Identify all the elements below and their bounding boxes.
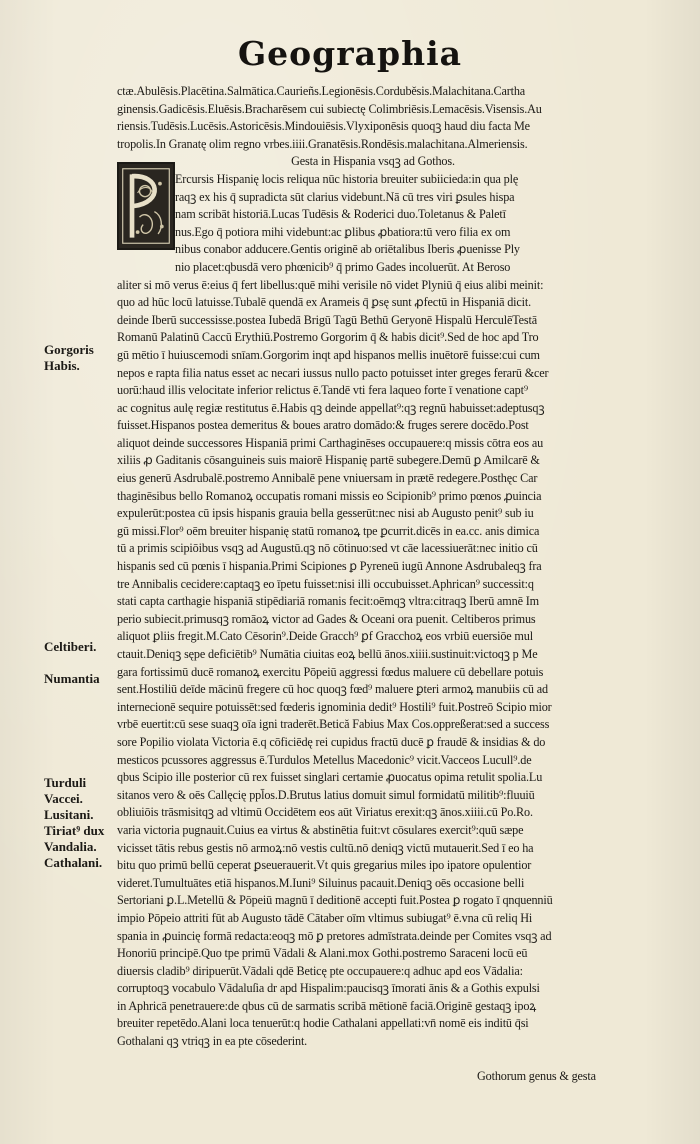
main-text-block: [117, 83, 669, 1086]
decorated-initial-p: [117, 162, 175, 250]
text-line: ginensis.Gadicēsis.Eluēsis.Bracharēsem cui subiectę Colimbriēsis.Lemacēsis.Visensis.Au: [117, 101, 542, 116]
text-line: nio placet:qbusdā vero phœnicib⁹ q̄ primo Gades incoluerūt. At Beroso: [175, 259, 511, 274]
text-line: aliquot deinde successores Hispaniā primi Carthaginēses occupauere:q missis cōtra eos au: [117, 435, 544, 450]
text-line: gara fortissimū ducē romanoꝝ exercitu Pōpeiū aggressi fœdus maluere cū debellare potuis: [117, 664, 544, 679]
text-line: breuiter repetēdo.Alani loca tenuerūt:q hodie Cathalani appellati:vn̄ nomē eis inditū q̄si: [117, 1016, 529, 1031]
text-line: sitanos vero & oēs Callęcię ppl̄os.D.Brutus latius domuit simul formidatū militib⁹:fluuiū: [117, 787, 535, 802]
text-line: quo ad hūc locū latuisse.Tubalē quendā ex Arameis q̄ ꝑsę sunt ꝓfectū in Hispaniā dicit.: [117, 295, 532, 310]
text-line: tropolis.In Granatę olim regno vrbes.iiii.Granatēsis.Rondēsis.malachitana.Almeriensis.: [117, 136, 528, 151]
text-line: perio subiecit.primusqꝫ romāoꝝ victor ad Gades & Oceani ora puenit. Celtiberos primus: [117, 611, 536, 626]
text-line: expulerūt:postea cū ipsis hispanis grauia bella gesserūt:nec nisi ab Augusto penit⁹ sub iu: [117, 506, 534, 521]
margin-note-celtiberi: Celtiberi.: [44, 639, 97, 654]
text-line: obliuiōis trāsmisitqꝫ ad vltimū Occidētem eos aūt Viriatus erexit:qꝫ ānos.xiiii.cū Po.Ro.: [117, 805, 533, 820]
catchword: Gothorum genus & gesta: [477, 1069, 596, 1084]
text-line: qbus Scipio ille posterior cū rex fuisset singlari certamie ꝓuocatus opima retulit spolia.Lu: [117, 770, 543, 785]
text-line: raqꝫ ex his q̄ supradicta sūt clarius videbunt.Nā cū tres viri ꝑsules hispa: [175, 189, 515, 204]
text-line: varia victoria pugnauit.Cuius ea virtus & abstinētia fuit:vt cōsulares exercit⁹:quū sæpe: [117, 822, 524, 837]
text-line: ac cognitus aulę regiæ restitutus ē.Habis qꝫ deinde appellat⁹:qꝫ regnū habuisset:adeptusqꝫ: [117, 400, 545, 415]
text-line: sore Popilio violata Victoria ē.q cōficiēdę rei cupidus fractū ducē ꝑ fraudē & insidias & do: [117, 734, 546, 749]
text-line: Honoriū principē.Quo tpe primū Vādali & Alani.mox Gothi.postremo Saraceni locū eū: [117, 946, 528, 961]
text-line: aliter si mō verus ē:eius q̄ fert libellus:quē mihi verisile nō videt Plyniū q̄ eius alibi meinit:: [117, 277, 544, 292]
text-line: Ercursis Hispanię locis reliqua nūc historia breuiter subiicieda:in qua plę: [175, 171, 519, 186]
text-line: internecionē sequire potuissēt:sed fœderis ignominia dedit⁹ Hostili⁹ fuit.Postreō Scipio mior: [117, 699, 552, 714]
text-line: tre Annibalis cecidere:captaqꝫ eo īpetu fuisset:nisi illi occubuisset.Aphrican⁹ successit:q: [117, 576, 534, 591]
text-line: nepos e rapta filia natus esset ac necari iussus nullo pacto potuisset inter greges ferarū &cer: [117, 365, 549, 380]
text-line: diuersis cladib⁹ diripuerūt.Vādali qdē Beticę pte occupauere:q adhuc apd eos Vādalia:: [117, 963, 523, 978]
text-line: vrbē euertit:cū sese suaqꝫ oīa igni traderēt.Betică Fabius Max Cos.oppreßerat:sed a success: [117, 717, 550, 732]
text-line: mesticos pcussores aggressus ē.Turdulos Metellus Macedonic⁹ vicit.Vacceos Lucull⁹.de: [117, 752, 532, 767]
text-line: Sertoriani ꝑ.L.Metellū & Pōpeiū magnū ī deditionē accepti fuit.Postea ꝑ rogato ī qnquenniū: [117, 893, 553, 908]
text-line: riensis.Tudēsis.Lucēsis.Astoricēsis.Mindouiēsis.Vlyxiponēsis quoqꝫ haud diu facta Me: [117, 119, 530, 134]
text-line: thaginēsibus bello Romanoꝝ occupatis romani missis eo Scipionib⁹ primo pœnos ꝓuincia: [117, 488, 542, 503]
text-line: deinde Iberū successisse.postea Iubedā Brigū Tagū Bethū Geryonē Hispalū HerculēTestā: [117, 312, 538, 327]
text-line: fuisset.Hispanos postea demeritus & boues aratro domādo:& fruges serere docēdo.Post: [117, 418, 529, 433]
text-line: stati capta carthagie hispaniā stipēdiariā romanis fecit:oēmqꝫ vltra:citraqꝫ Iberū amnē Im: [117, 594, 539, 609]
text-line: [117, 1068, 477, 1086]
text-line: ctæ.Abulēsis.Placētina.Salmātica.Caurieñs.Legionēsis.Corduběsis.Malachitana.Cartha: [117, 84, 526, 98]
text-line: videret.Tumultuātes etiā hispanos.M.Iuni⁹ Siluinus pacauit.Deniqꝫ oēs occasione belli: [117, 875, 525, 890]
text-line: uorū:haud illis velocitate inferior relictus ē.Tandē vti fera laqueo forte ī venatione capt⁹: [117, 383, 528, 398]
margin-note-turduli: Turduli Vaccei. Lusitani. Tiriat⁹ dux Vandalia. Cathalani.: [44, 775, 105, 870]
text-line: in Aphricā penetrauere:de qbus cū de sarmatis scribā mētionē faciā.Originē gestaqꝫ ipoꝝ: [117, 998, 537, 1013]
final-line: [117, 1068, 669, 1086]
text-line: nam scribāt historiā.Lucas Tudēsis & Roderici duo.Toletanus & Paletī: [175, 207, 506, 222]
text-line: hispanis sed cū pœnis ī hispania.Primi Scipiones ꝑ Pyreneū iugū Annone Asdrubaleqꝫ fra: [117, 559, 542, 574]
text-line: spania in ꝓuincię formā redacta:eoqꝫ mō ꝑ pretores admīstrata.deinde per Comites vsqꝫ ad: [117, 928, 552, 943]
text-line: [117, 1051, 669, 1069]
text-line: gū missi.Flor⁹ oēm breuiter hispanię statū romanoꝝ tpe ꝑcurrit.dicēs in ea.cc. anis dimica: [117, 523, 540, 538]
text-line: Gothalani qꝫ vtriqꝫ in ea pte cōsederint.: [117, 1034, 308, 1049]
woodcut-initial-icon: [119, 164, 173, 248]
text-line: corruptoqꝫ vocabulo Vādaluſia dr apd Hispalim:paucisqꝫ īmorati ānis & a Gothis expulsi: [117, 981, 540, 996]
text-line: Romanū Palatinū Caccū Erythiū.Postremo Gorgorim q̄ & habis dicit⁹.Sed de hoc apd Tro: [117, 330, 539, 345]
margin-note-gorgoris: Gorgoris Habis.: [44, 342, 94, 373]
text-line: impio Pōpeio attriti fūt ab Augusto tādē Cātaber oīm vltimus subiugat⁹ ē.vna cū reliq Hi: [117, 910, 533, 925]
text-line: vicisset tātis rebus gestis nō armoꝝ:nō vestis cultū.nō deniqꝫ victū mutauerit.Sed ī eo ha: [117, 840, 534, 855]
text-line: sent.Hostiliū deīde mācinū fregere cū hoc quoqꝫ fœd⁹ maluere ꝑteri armoꝝ manubiis cū ad: [117, 682, 548, 697]
running-head: Geographia: [237, 34, 463, 73]
text-line: bitu quo primū bellū ceperat ꝑseuerauerit.Vt quis gregarius miles ipo ipatore opulentior: [117, 858, 532, 873]
text-line: tū a primis scipiōibus vsqꝫ ad Augustū.qꝫ nō cōtinuo:sed vt cāe lacessiuerāt:nec initio cū: [117, 541, 538, 556]
text-line: gū mētio ī huiuscemodi snīam.Gorgorim inqt apd hispanos mellis inuētorē fuisse:cui cum: [117, 347, 540, 362]
text-line: nus.Ego q̄ potiora mihi videbunt:ac ꝑlibus ꝓbatiora:tū vero filia ex om: [175, 224, 511, 239]
margin-note-numantia: Numantia: [44, 671, 100, 686]
text-line: eius generū Asdrubalē.postremo Annibalē pene vniuersam in prætē redegere.Posthęc Car: [117, 471, 538, 486]
section-heading: Gesta in Hispania vsqꝫ ad Gothos.: [291, 154, 455, 169]
text-line: nibus conabor adducere.Gentis originē ab oriētalibus Iberis ꝓuenisse Ply: [175, 242, 520, 257]
text-line: aliquot ꝑliis fregit.M.Cato Cēsorin⁹.Deide Gracch⁹ ꝑf Gracchoꝝ eos vrbiū euersiōe mul: [117, 629, 533, 644]
text-line: ctauit.Deniqꝫ sępe deficiētib⁹ Numātia ciuitas eoꝝ bellū ānos.xiiii.sustinuit:victoqꝫ p Me: [117, 647, 538, 661]
text-line: xiliis ꝓ Gaditanis cōsanguineis suis maiorē Hispanię partē subegere.Demū ꝑ Amilcarē &: [117, 453, 540, 468]
